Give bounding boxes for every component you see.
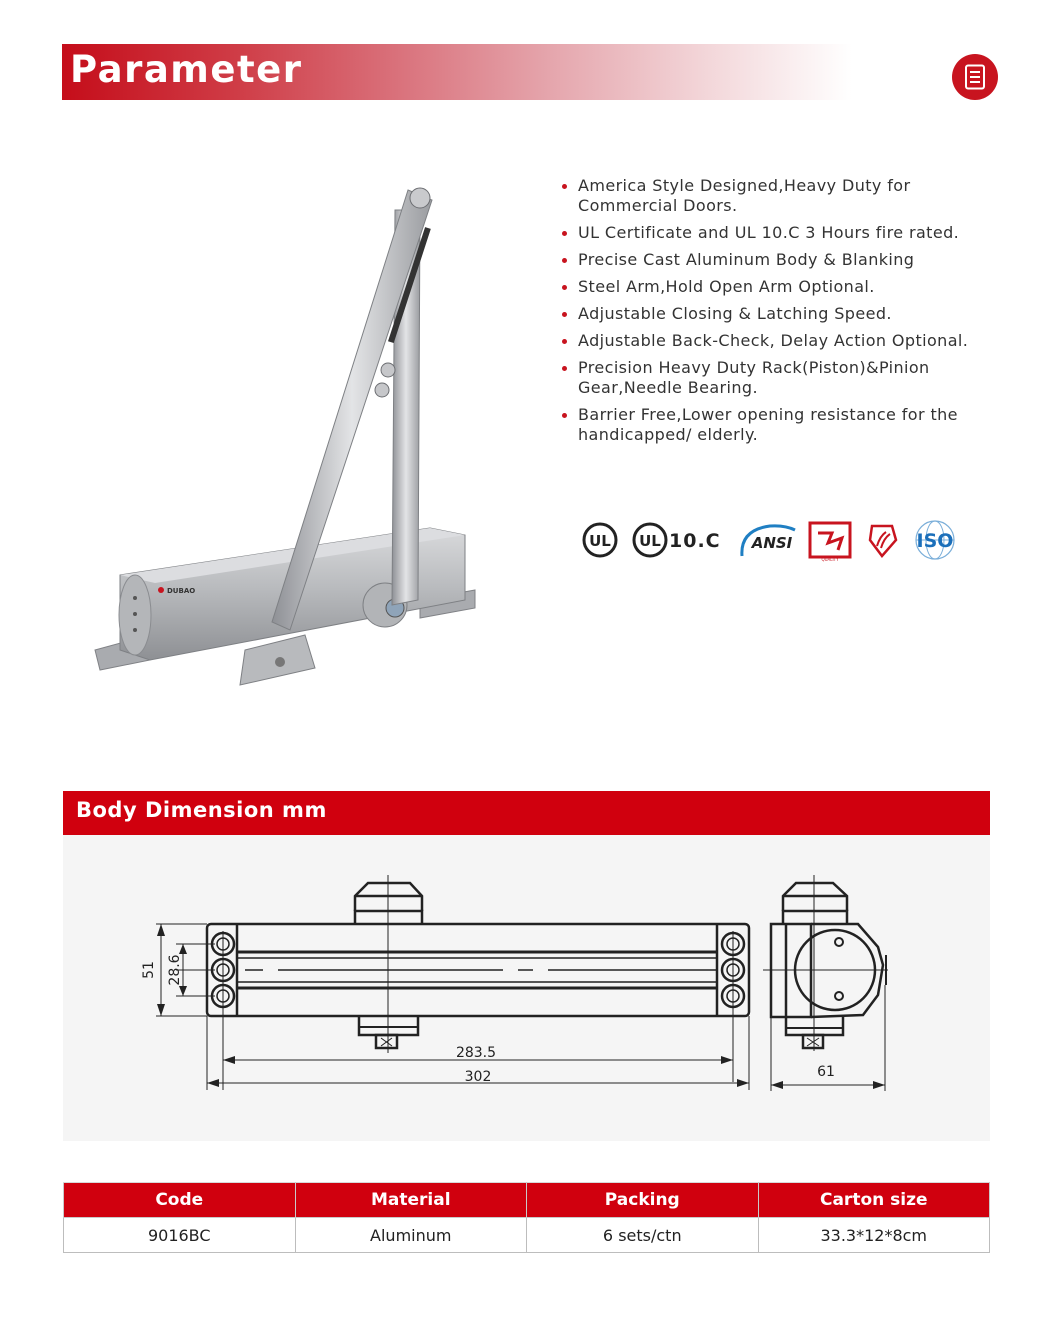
svg-text:DUBAO: DUBAO (167, 587, 196, 595)
dimension-height-label: 51 (141, 961, 157, 979)
feature-item: Precise Cast Aluminum Body & Blanking (560, 250, 1000, 270)
iso-logo-icon (916, 521, 954, 559)
column-header-code: Code (64, 1183, 296, 1218)
dimension-total-length-label: 302 (464, 1069, 492, 1085)
document-menu-button[interactable] (952, 54, 998, 100)
column-header-packing: Packing (527, 1183, 759, 1218)
dimension-hole-length-label: 283.5 (455, 1045, 497, 1061)
svg-text:ISO: ISO (916, 530, 954, 552)
dimension-hole-spacing-label: 28.6 (167, 954, 183, 986)
ansi-logo-icon (742, 526, 795, 556)
feature-item: Adjustable Back-Check, Delay Action Optional. (560, 331, 1000, 351)
technical-drawing (63, 835, 990, 1141)
feature-item: Precision Heavy Duty Rack(Piston)&Pinion Gear,Needle Bearing. (560, 358, 1000, 398)
svg-text:UL: UL (589, 532, 611, 550)
ul-logo-icon (584, 524, 616, 556)
feature-item: UL Certificate and UL 10.C 3 Hours fire rated. (560, 223, 1000, 243)
feature-item: Steel Arm,Hold Open Arm Optional. (560, 277, 1000, 297)
cell-packing: 6 sets/ctn (527, 1218, 759, 1253)
spec-table (63, 1182, 990, 1253)
page-title: Parameter (70, 48, 303, 91)
certification-logos (580, 518, 970, 562)
cell-carton-size: 33.3*12*8cm (758, 1218, 990, 1253)
feature-list (560, 176, 1000, 452)
section-title: Body Dimension mm (76, 798, 327, 822)
quality-logo-icon (810, 523, 850, 562)
body-dimension-header (63, 791, 990, 835)
svg-text:QUALITY: QUALITY (821, 557, 839, 562)
parameter-banner (62, 44, 852, 100)
document-list-icon (964, 64, 986, 90)
fire-shield-logo-icon (870, 526, 896, 556)
cell-code: 9016BC (64, 1218, 296, 1253)
table-row (64, 1218, 990, 1253)
feature-item: Adjustable Closing & Latching Speed. (560, 304, 1000, 324)
brand-logo-icon (158, 587, 164, 593)
svg-text:10.C: 10.C (669, 530, 721, 552)
cell-material: Aluminum (295, 1218, 527, 1253)
product-image (90, 180, 490, 690)
ul-10c-logo-icon (634, 524, 721, 556)
svg-text:ANSI: ANSI (751, 534, 793, 552)
feature-item: America Style Designed,Heavy Duty for Commercial Doors. (560, 176, 1000, 216)
feature-item: Barrier Free,Lower opening resistance for the handicapped/ elderly. (560, 405, 1000, 445)
dimension-depth-label: 61 (817, 1064, 835, 1080)
table-header-row (64, 1183, 990, 1218)
svg-text:UL: UL (639, 532, 661, 550)
dimension-drawing-panel (63, 835, 990, 1141)
column-header-material: Material (295, 1183, 527, 1218)
column-header-carton-size: Carton size (758, 1183, 990, 1218)
